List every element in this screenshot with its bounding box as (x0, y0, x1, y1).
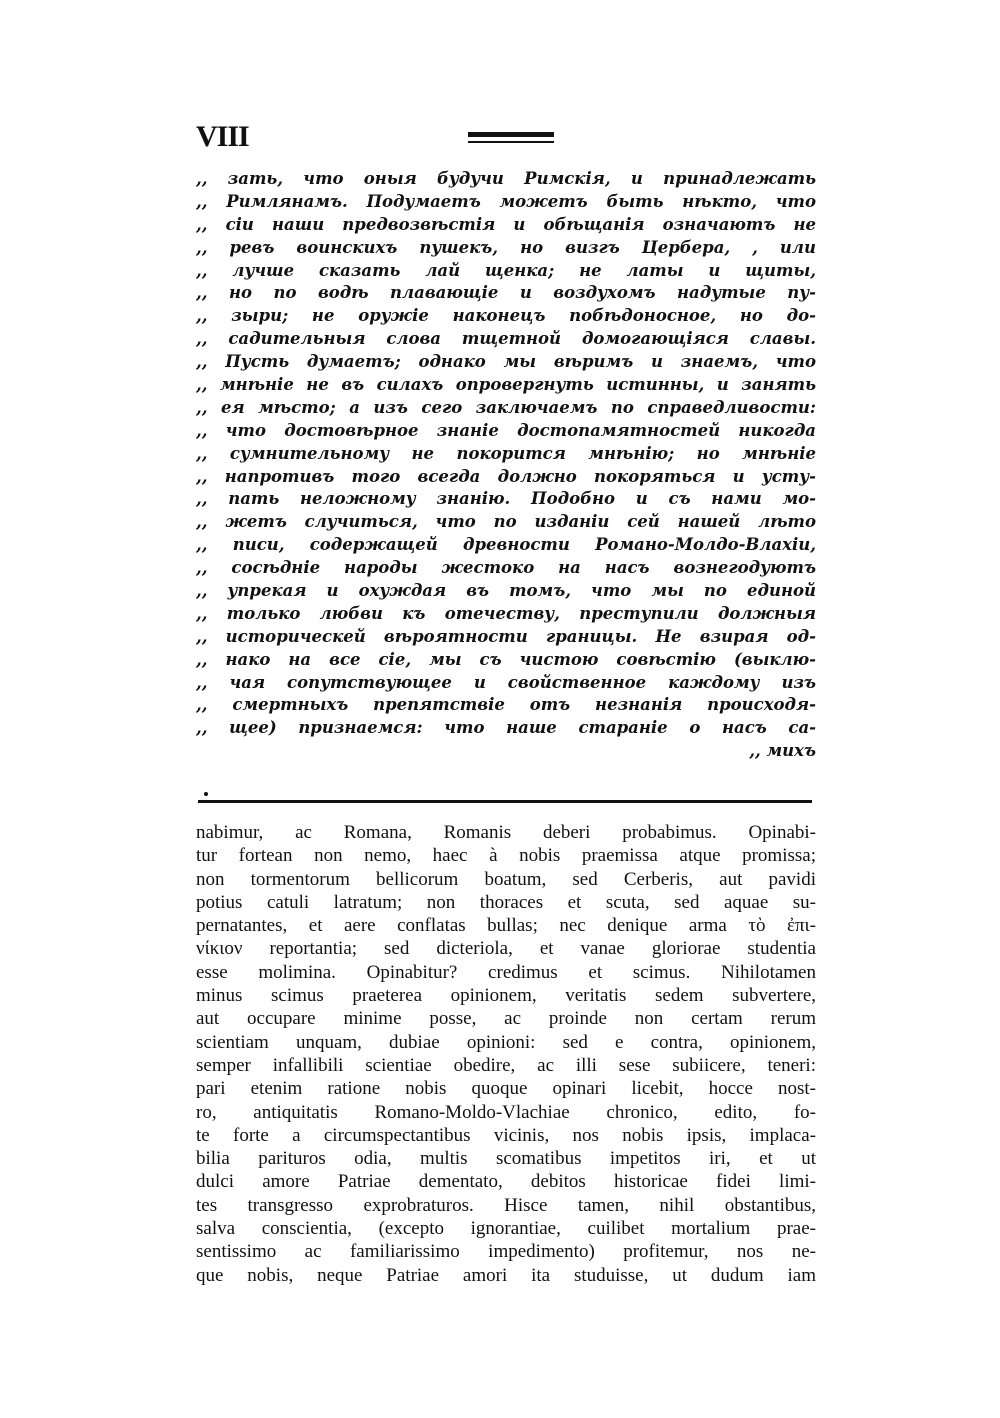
text-line: ,, сосѣдніе народы жестоко на насъ вознегодуютъ (196, 558, 816, 578)
text-line: ro, antiquitatis Romano-Moldo-Vlachiae chronico, edito, fo- (196, 1101, 816, 1123)
text-line: bilia parituros odia, multis scomatibus impetitos iri, et ut (196, 1148, 816, 1170)
text-line: nabimur, ac Romana, Romanis deberi probabimus. Opinabi- (196, 822, 816, 843)
text-line: ,, сіи наши предвозвѣстія и обѣщанія означаютъ не (196, 214, 816, 234)
text-line: ,, только любви къ отечеству, преступили должныя (196, 603, 816, 623)
text-line: ,, историческей вѣроятности границы. Не взирая од- (196, 626, 816, 646)
text-line: dulci amore Patriae dementato, debitos historicae fidei limi- (196, 1171, 816, 1193)
text-line: sentissimo ac familiarissimo impedimento) profitemur, nos ne- (196, 1241, 816, 1263)
text-line: ,, смертныхъ препятствіе отъ незнанія происходя- (196, 695, 816, 715)
upper-text-block-russian (196, 168, 816, 763)
text-line: te forte a circumspectantibus vicinis, nos nobis ipsis, implaca- (196, 1124, 816, 1146)
text-line: ,, чая сопутствующее и свойственное каждому изъ (196, 672, 816, 692)
text-line: esse molimina. Opinabitur? credimus et scimus. Nihilotamen (196, 961, 816, 983)
text-line: potius catuli latratum; non thoraces et scuta, sed aquae su- (196, 891, 816, 913)
text-line: pari etenim ratione nobis quoque opinari licebit, hocce nost- (196, 1078, 816, 1100)
text-line: ,, писи, содержащей древности Романо-Молдо-Влахіи, (196, 535, 816, 555)
text-line: tur fortean non nemo, haec à nobis praemissa atque promissa; (196, 845, 816, 867)
text-line: scientiam unquam, dubiae opinioni: sed e contra, opinionem, (196, 1031, 816, 1053)
text-line: ,, нако на все сіе, мы съ чистою совѣстію (выклю- (196, 649, 816, 669)
text-line: ,, Пусть думаетъ; однако мы вѣримъ и знаемъ, что (196, 352, 816, 372)
text-line: ,, напротивъ того всегда должно покоряться и усту- (196, 466, 816, 486)
section-divider-rule (198, 798, 812, 806)
text-line: ,, Римлянамъ. Подумаетъ можетъ быть нѣкто, что (196, 191, 816, 211)
text-line: ,, лучше сказать лай щенка; не латы и щиты, (196, 260, 816, 280)
text-line: minus scimus praeterea opinionem, veritatis sedem subvertere, (196, 985, 816, 1007)
text-line: ,, зать, что оныя будучи Римскія, и принадлежать (196, 169, 816, 188)
text-line: ,, щее) признаемся: что наше стараніе о насъ са- (196, 718, 816, 738)
text-line: semper infallibili scientiae obedire, ac illi sese subiicere, teneri: (196, 1054, 816, 1076)
text-line: ,, сумнительному не покорится мнѣнію; но мнѣніе (196, 443, 816, 463)
text-line: ,, жетъ случиться, что по изданіи сей нашей лѣто (196, 512, 816, 532)
text-line: νίκιον reportantia; sed dicteriola, et vanae gloriorae studentia (196, 938, 816, 960)
text-line: ,, но по водѣ плавающіе и воздухомъ надутые пу- (196, 283, 816, 303)
text-line: que nobis, neque Patriae amori ita studuisse, ut dudum iam (196, 1264, 816, 1286)
text-line: ,, садительныя слова тщетной домогающіяся славы. (196, 329, 816, 349)
text-line: tes transgresso exprobraturos. Hisce tamen, nihil obstantibus, (196, 1194, 816, 1216)
text-line: ,, мнѣніе не въ силахъ опровергнуть истинны, и занять (196, 375, 816, 395)
page-number: VIII (196, 120, 249, 153)
text-line: pernatantes, et aere conflatas bullas; nec denique arma τὸ ἐπι- (196, 915, 816, 937)
text-line: ,, ея мѣсто; а изъ сего заключаемъ по справедливости: (196, 397, 816, 417)
text-line: ,, зыри; не оружіе наконецъ побѣдоносное, но до- (196, 306, 816, 326)
header-ornament-rule (468, 132, 554, 148)
text-line: ,, что достовѣрное знаніе достопамятностей никогда (196, 420, 816, 440)
text-line: ,, упрекая и охуждая въ томъ, что мы по единой (196, 581, 816, 601)
text-line: non tormentorum bellicorum boatum, sed Cerberis, aut pavidi (196, 868, 816, 890)
lower-text-block-latin (196, 821, 816, 1287)
catchword: ,, михъ (749, 741, 816, 761)
text-line: aut occupare minime posse, ac proinde non certam rerum (196, 1008, 816, 1030)
text-line: ,, пать неложному знанію. Подобно и съ нами мо- (196, 489, 816, 509)
text-line: ,, ревъ воинскихъ пушекъ, но визгъ Цербера, , или (196, 237, 816, 257)
text-line: salva conscientia, (excepto ignorantiae, cuilibet mortalium prae- (196, 1218, 816, 1240)
